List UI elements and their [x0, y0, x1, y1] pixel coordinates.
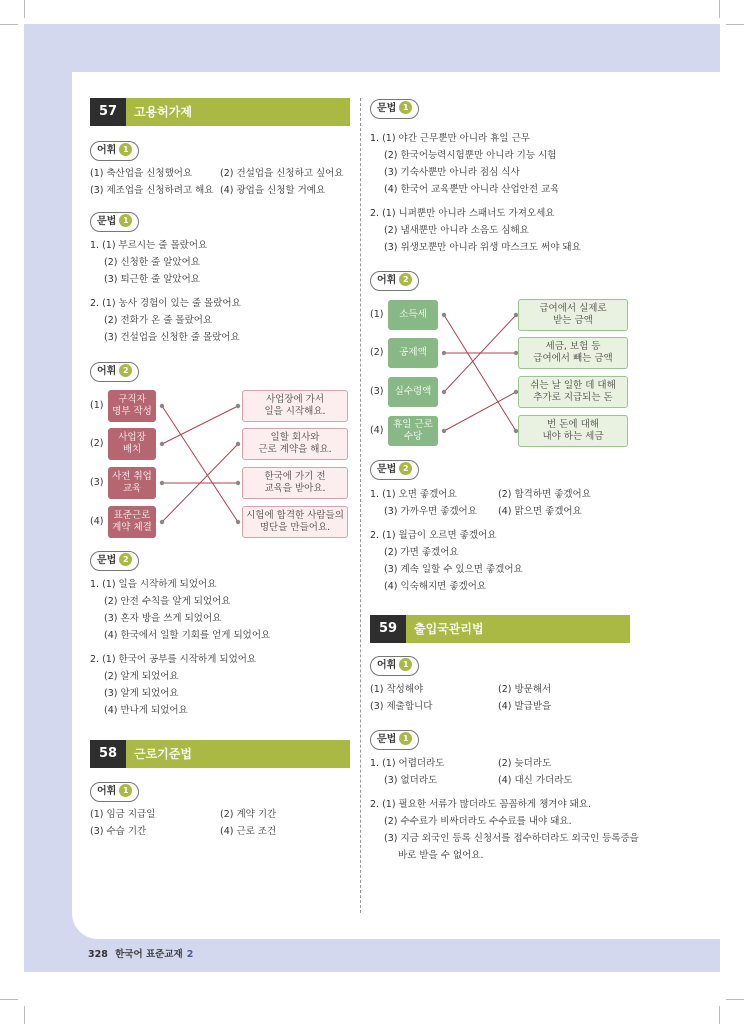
answer-line: (3) 가까우면 좋겠어요	[384, 506, 477, 517]
item-number: (2)	[220, 809, 234, 820]
section-label-text: 어휘	[377, 275, 397, 286]
item-text: 광업을 신청할 거예요	[236, 185, 326, 196]
answer-item	[498, 684, 551, 696]
answer-line: (2) 한국어능력시험뿐만 아니라 기능 시험	[384, 150, 557, 161]
item-number: (4)	[90, 516, 104, 527]
section-label-text: 어휘	[97, 786, 117, 797]
answer-line: (2) 가면 좋겠어요	[384, 547, 459, 558]
unit-59-header	[370, 615, 630, 643]
item-number: (1)	[370, 684, 384, 695]
page-footer	[88, 946, 193, 960]
section-label	[370, 730, 419, 750]
section-label	[370, 460, 419, 480]
item-number: (3)	[370, 701, 384, 712]
answer-line: (2) 전화가 온 줄 몰랐어요	[104, 315, 213, 326]
section-label-text: 문법	[97, 216, 117, 227]
unit-title: 출입국관리법	[414, 622, 484, 636]
answer-line: (2) 늦더라도	[498, 758, 552, 769]
item-number: (3)	[90, 477, 104, 488]
item-number: (1)	[90, 400, 104, 411]
section-label-text: 어휘	[97, 366, 117, 377]
match-definition: 세금, 보험 등 급여에서 빼는 금액	[518, 337, 628, 369]
item-text: 건설업을 신청하고 싶어요	[236, 168, 344, 179]
section-label-text: 문법	[377, 103, 397, 114]
item-number: (3)	[370, 386, 384, 397]
match-definition: 일할 회사와 근로 계약을 해요.	[242, 428, 348, 460]
item-text: 작성해야	[386, 684, 424, 695]
item-text: 임금 지급일	[106, 809, 156, 820]
answer-line: (2) 합격하면 좋겠어요	[498, 489, 591, 500]
answer-line: (3) 지금 외국인 등록 신청서를 접수하더라도 외국인 등록증을	[384, 833, 639, 844]
item-number: (1)	[90, 809, 104, 820]
item-text: 발급받을	[514, 701, 552, 712]
unit-number: 57	[90, 98, 126, 126]
item-text: 근로 조건	[236, 826, 277, 837]
answer-line: (4) 익숙해지면 좋겠어요	[384, 581, 487, 592]
answer-line: (3) 알게 되었어요	[104, 688, 179, 699]
section-label-text: 어휘	[377, 660, 397, 671]
item-number: (4)	[498, 701, 512, 712]
match-definition: 번 돈에 대해 내야 하는 세금	[518, 415, 628, 447]
answer-line: (3) 혼자 방을 쓰게 되었어요	[104, 613, 222, 624]
answer-line: (2) 안전 수칙을 알게 되었어요	[104, 596, 231, 607]
item-text: 계약 기간	[236, 809, 277, 820]
section-label-text: 문법	[377, 464, 397, 475]
match-definition: 한국에 가기 전 교육을 받아요.	[242, 467, 348, 499]
answer-line: (3) 없더라도	[384, 775, 438, 786]
section-label-text: 어휘	[97, 145, 117, 156]
answer-line: (2) 냄새뿐만 아니라 소음도 심해요	[384, 225, 529, 236]
match-definition: 쉬는 날 일한 데 대해 추가로 지급되는 돈	[518, 376, 628, 408]
answer-line: (4) 맑으면 좋겠어요	[498, 506, 582, 517]
match-definition: 급여에서 실제로 받는 금액	[518, 299, 628, 331]
answer-line: (2) 신청한 줄 알았어요	[104, 257, 200, 268]
answer-line: (4) 대신 가더라도	[498, 775, 573, 786]
section-number-badge: 2	[399, 273, 412, 286]
answer-item	[498, 701, 551, 713]
section-number-badge: 1	[399, 732, 412, 745]
answer-line: 2. (1) 니퍼뿐만 아니라 스패너도 가져오세요	[370, 208, 555, 219]
match-term: 표준근로 계약 체결	[108, 506, 156, 538]
answer-line: (3) 건설업을 신청한 줄 몰랐어요	[104, 332, 240, 343]
section-label	[370, 656, 419, 676]
answer-line: 1. (1) 일을 시작하게 되었어요	[90, 579, 217, 590]
unit-number: 58	[90, 740, 126, 768]
answer-line: 1. (1) 어렵더라도	[370, 758, 445, 769]
item-number: (4)	[220, 185, 234, 196]
match-term: 구직자 명부 작성	[108, 390, 156, 422]
section-number-badge: 1	[399, 658, 412, 671]
answer-line: 1. (1) 부르시는 줄 몰랐어요	[90, 240, 208, 251]
unit-title: 근로기준법	[134, 747, 192, 761]
match-term: 공제액	[388, 338, 438, 368]
answer-line: (4) 한국어 교육뿐만 아니라 산업안전 교육	[384, 184, 560, 195]
section-number-badge: 1	[119, 784, 132, 797]
item-number: (2)	[498, 684, 512, 695]
match-term: 사업장 배치	[108, 428, 156, 460]
section-label-text: 문법	[97, 555, 117, 566]
section-number-badge: 2	[119, 364, 132, 377]
answer-line: (4) 한국에서 일할 기회를 얻게 되었어요	[104, 630, 271, 641]
answer-line: 2. (1) 월급이 오르면 좋겠어요	[370, 530, 497, 541]
unit-title: 고용허가제	[134, 105, 192, 119]
match-term: 실수령액	[388, 377, 438, 407]
answer-line: 2. (1) 농사 경험이 있는 줄 몰랐어요	[90, 298, 241, 309]
answer-line: 2. (1) 필요한 서류가 많더라도 꼼꼼하게 챙겨야 돼요.	[370, 799, 592, 810]
match-term: 휴일 근로 수당	[388, 416, 438, 446]
item-text: 제출합니다	[386, 701, 433, 712]
answer-line: (3) 계속 일할 수 있으면 좋겠어요	[384, 564, 523, 575]
item-number: (1)	[370, 309, 384, 320]
answer-line: (2) 수수료가 비싸더라도 수수료를 내야 돼요.	[384, 816, 572, 827]
answer-line: 2. (1) 한국어 공부를 시작하게 되었어요	[90, 654, 257, 665]
answer-item	[370, 701, 432, 713]
item-text: 제조업을 신청하려고 해요	[106, 185, 214, 196]
answer-line: (3) 퇴근한 줄 알았어요	[104, 274, 200, 285]
item-number: (3)	[90, 185, 104, 196]
item-text: 방문해서	[514, 684, 552, 695]
item-number: (2)	[220, 168, 234, 179]
answer-line: (2) 알게 되었어요	[104, 671, 179, 682]
item-number: (3)	[90, 826, 104, 837]
answer-line: 1. (1) 오면 좋겠어요	[370, 489, 457, 500]
answer-line: 1. (1) 야간 근무뿐만 아니라 휴일 근무	[370, 133, 530, 144]
item-text: 축산업을 신청했어요	[106, 168, 193, 179]
item-number: (2)	[90, 438, 104, 449]
match-term: 소득세	[388, 300, 438, 330]
item-number: (2)	[370, 347, 384, 358]
volume-number: 2	[186, 949, 194, 960]
answer-item	[370, 684, 423, 696]
answer-line: (3) 위생모뿐만 아니라 위생 마스크도 써야 돼요	[384, 242, 581, 253]
book-title: 한국어 표준교재	[115, 949, 183, 960]
section-number-badge: 2	[119, 553, 132, 566]
match-definition: 사업장에 가서 일을 시작해요.	[242, 390, 348, 422]
item-number: (4)	[370, 425, 384, 436]
unit-number: 59	[370, 615, 406, 643]
section-number-badge: 2	[399, 462, 412, 475]
answer-line: (4) 만나게 되었어요	[104, 705, 188, 716]
page-number: 328	[88, 949, 108, 960]
item-number: (1)	[90, 168, 104, 179]
match-term: 사전 취업 교육	[108, 467, 156, 499]
match-definition: 시험에 합격한 사람들의 명단을 만들어요.	[242, 506, 348, 538]
answer-line: 바로 받을 수 없어요.	[398, 850, 484, 861]
item-number: (4)	[220, 826, 234, 837]
section-number-badge: 1	[119, 214, 132, 227]
answer-line: (3) 기숙사뿐만 아니라 점심 식사	[384, 167, 520, 178]
section-number-badge: 1	[119, 143, 132, 156]
item-text: 수습 기간	[106, 826, 147, 837]
section-number-badge: 1	[399, 101, 412, 114]
section-label-text: 문법	[377, 734, 397, 745]
